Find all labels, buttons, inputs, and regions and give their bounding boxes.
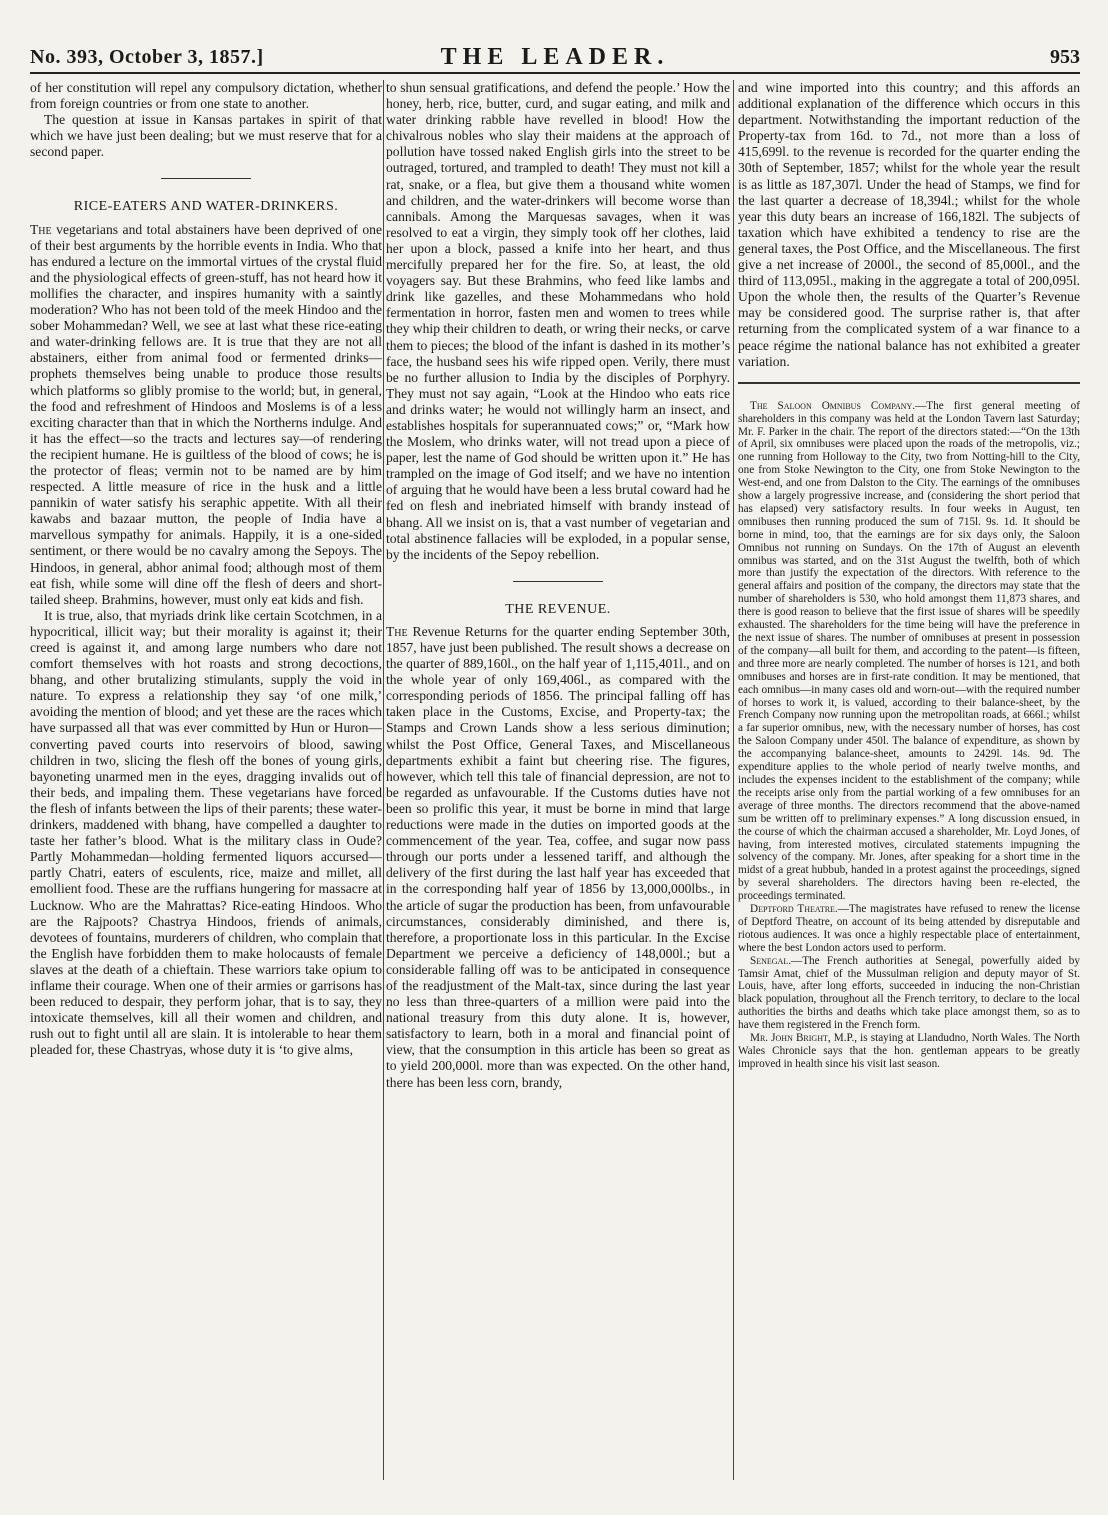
news-item-title: The Saloon Omnibus Company.	[750, 399, 916, 412]
paragraph	[386, 624, 730, 1091]
paragraph-text: vegetarians and total abstainers have been deprived of one of their best arguments by the horrible events in India. Who that has endured a lecture on the immortal virtues of the crystal fluid and the physiological effects of green-stuff, has not heard how it mollifies the character, and inspires humanity with a saintly moderation? Who has not been told of the meek Hindoo and the sober Mohammedan? Well, we see at last what these rice-eating and water-drinking fellows are. It is true that they are not all abstainers, either from animal food or fermented drinks—prophets themselves being unable to produce those results which platforms so glibly promise to the world; but, in general, the food and refreshment of Hindoos and Moslems is of a less exciting character than that in which the Northerns indulge. And it has the effect—so the tracts and lectures say—of rendering the recipient humane. He is guiltless of the blood of cows; he is the protector of fleas; vermin not to be named are by him respected. A little measure of rice in the husk and a little pannikin of water satisfy his seraphic appetite. With all their kawabs and bazaar mutton, the people of India have a marvellous sympathy for animals. Happily, it is a one-sided sentiment, or there would be no cavalry among the Sepoys. The Hindoos, in general, abhor animal food; although most of them eat fish, while some will dine off the flesh of deers and short-tailed sheep. Brahmins, however, must only eat kids and fish.	[30, 221, 382, 607]
news-item	[738, 955, 1080, 1032]
news-item-text: is staying at Llandudno, North Wales. The North Wales Chronicle says that the hon. gentleman appears to be greatly improved in health since his visit last season.	[738, 1032, 1080, 1070]
lead-in: The	[386, 623, 408, 639]
paragraph: of her constitution will repel any compulsory dictation, whether from foreign countries or from one state to another.	[30, 80, 382, 112]
news-item-title: Mr. John Bright, M.P.,	[750, 1032, 858, 1045]
column-1	[30, 80, 382, 1480]
lead-in: The	[30, 221, 52, 237]
paragraph: The question at issue in Kansas partakes in spirit of that which we have just been dealing; but we must reserve that for a second paper.	[30, 112, 382, 160]
news-item	[738, 400, 1080, 903]
news-item-text: —The French authorities at Senegal, powerfully aided by Tamsir Amat, chief of the Mussulman religion and deputy mayor of St. Louis, have, after long efforts, succeeded in inducing the non-Christian black population, throughout all the French territory, to declare to the local authorities the births and deaths which take place amongst them, so as to have them registered in the French form.	[738, 954, 1080, 1032]
news-item	[738, 903, 1080, 955]
article-heading: THE REVENUE.	[505, 601, 611, 617]
column-rule	[383, 80, 384, 1480]
newspaper-title: THE LEADER.	[440, 44, 670, 70]
news-item-title: Senegal.	[750, 954, 792, 967]
issue-date: No. 393, October 3, 1857.]	[30, 46, 264, 68]
column-3	[738, 80, 1080, 1480]
section-divider	[161, 178, 251, 179]
page-number: 953	[1050, 46, 1080, 68]
news-item	[738, 1032, 1080, 1071]
paragraph-text: Revenue Returns for the quarter ending September 30th, 1857, have just been published. The result shows a decrease on the quarter of 889,160l., on the half year of 1,115,401l., and on the whole year of only 169,406l., as compared with the corresponding periods of 1856. The principal falling off has taken place in the Customs, Excise, and Property-tax; the Stamps and Crown Lands show a less serious diminution; whilst the Post Office, General Taxes, and Miscellaneous departments exhibit a faint but cheering rise. The figures, however, which tell this tale of financial depression, are not to be regarded as unfavourable. If the Customs duties have not been so prolific this year, it must be borne in mind that large reductions were made in the duties on imported goods at the commencement of the year. Tea, coffee, and sugar now pass through our ports under a lessened tariff, and although the delivery of the first during the last half year has exceeded that in the corresponding half year of 1856 by 13,000,000lbs., in the article of sugar the production has been, from unfavourable circumstances, considerably diminished, and there is, therefore, a proportionate loss in this particular. In the Excise Department we perceive a deficiency of 148,000l.; but a considerable falling off was to be anticipated in consequence of the readjustment of the Malt-tax, since during the last year no less than three-quarters of a million were paid into the national treasury from this duty alone. It is, however, satisfactory to learn, both in a moral and financial point of view, that the consumption in this article has been so great as to yield 200,000l. more than was expected. On the other hand, there has been less corn, brandy,	[386, 623, 730, 1090]
news-item-text: —The magistrates have refused to renew the license of Deptford Theatre, on account of its being attended by disreputable and riotous audiences. It was once a highly respectable place of entertainment, where the best London actors used to perform.	[738, 903, 1080, 954]
paragraph	[30, 222, 382, 608]
paragraph: It is true, also, that myriads drink like certain Scotchmen, in a hypocritical, illicit way; but their morality is against it; their creed is against it, and among large numbers who dare not comfort themselves with hot roasts and strong decoctions, bhang, and other brutalizing stimulants, supply the void in nature. To express a relationship they say ‘of one milk,’ avoiding the mention of blood; and yet these are the races which have surpassed all that was ever committed by Hun or Huron—converting paved courts into reservoirs of blood, sawing children in two, slicing the flesh off the bones of young girls, bayoneting unarmed men in the eyes, dragging invalids out of their beds, and impaling them. These vegetarians have forced the flesh of infants between the lips of their parents; these water-drinkers, maddened with bhang, have compelled a daughter to taste her father’s blood. What is the military class in Oude? Partly Mohammedan—holding fermented liquors accursed—partly Chatri, eaters of esculents, rice, maize and millet, all emollient food. These are the ruffians hungering for massacre at Lucknow. Who are the Mahrattas? Rice-eating Hindoos. Who are the Rajpoots? Chastrya Hindoos, friends of animals, devotees of fountains, murderers of children, who complain that the English have forbidden them to make holocausts of female slaves at the death of a chieftain. These warriors take opium to inflame their courage. When one of their armies or garrisons has been reduced to despair, they perform johar, that is to say, they intoxicate themselves, kill all their women and children, and rush out to fight until all are slain. It is intolerable to hear them pleaded for, these Chastryas, whose duty it is ‘to give alms,	[30, 607, 382, 1058]
section-divider	[513, 581, 603, 582]
news-item-text: —The first general meeting of shareholders in this company was held at the London Tavern last Saturday; Mr. F. Parker in the chair. The report of the directors stated:—“On the 13th of April, six omnibuses were placed upon the roads of the metropolis, viz.; one running from Holloway to the City, two from Notting-hill to the City, one from Stoke Newington to the City, one from Stoke Newington to the West-end, and one from Dalston to the City. The earnings of the omnibuses show a largely progressive increase, and (considering the short period that has elapsed) very satisfactory results. In four weeks in August, ten omnibuses then running produced the sum of 715l. 9s. 1d. It should be borne in mind, too, that the earnings are for six days only, the Saloon Omnibus not running on Sundays. On the 17th of August an eleventh omnibus was started, and on the 31st August the twelfth, both of which more than justify the expectation of the directors. With reference to the general affairs and position of the company, the directors may state that the number of shareholders is 530, who hold amongst them 11,873 shares, and there is good reason to believe that the first issue of shares will be speedily exhausted. The shareholders for the time being will have the preference in the next issue of shares. The number of omnibuses at present in possession of the company—all built for them, and according to the patent—is fifteen, and three more are nearly completed. The number of horses is 121, and both omnibuses and horses are in first-rate condition. It may be mentioned, that each omnibus—in many cases old and worn-out—with the required number of horses to work it, is valued, according to their balance-sheet, by the French Company now running upon the metropolitan roads, at 666l.; whilst a far superior omnibus, new, with the necessary number of horses, has cost the Saloon Company under 450l. The balance of expenditure, as shown by the accompanying balance-sheet, amounts to 2429l. 14s. 9d. The expenditure applies to the whole period of nearly twelve months, and includes the expenses incident to the establishment of the company; while the receipts arise only from the partial working of a few omnibuses for an average of three months. The directors recommend that the above-named sum be written off to preliminary expenses.” A long discussion ensued, in the course of which the chairman accused a shareholder, Mr. Loyd Jones, of having, from interested motives, circulated statements impugning the solvency of the company. Mr. Jones, after speaking for a short time in the midst of a great hubbub, handed in a protest against the proceedings, signed by several shareholders. The directors having been re-elected, the proceedings terminated.	[738, 399, 1080, 903]
column-rule	[733, 80, 734, 1480]
paragraph: to shun sensual gratifications, and defend the people.’ How the honey, herb, rice, butter, curd, and sugar eating, and milk and water drinking rabble have revelled in blood! How the chivalrous nobles who slay their maidens at the approach of pollution have tossed naked English girls into the street to be outraged, tortured, and trampled to death! They must not kill a rat, snake, or a flea, but give them a thousand white women and children, and the water-drinkers will become worse than cannibals. Among the Marquesas savages, when it was resolved to eat a virgin, they simply took off her clothes, laid her upon a block, passed a knife into her heart, and thus mercifully prepared her for the fire. So, at least, the old voyagers say. But these Brahmins, who feed like lambs and drink like gazelles, and these Mohammedans who hold fermentation in horror, fasten men and women to trees while they whip their children to death, or wring their necks, or carve them to pieces; the blood of the infant is dashed in its mother’s face, the husband sees his wife ripped open. Verily, there must be no further allusion to India by the disciples of Porphyry. They must not say again, “Look at the Hindoo who eats rice and drinks water; he would not willingly harm an insect, and establishes hospitals for superannuated cows;” or, “Mark how the Moslem, who drinks water, will not tread upon a piece of paper, lest the name of God should be written upon it.” He has trampled on the image of God itself; and we have no intention of arguing that he would have been a less brutal coward had he fed on flesh and inebriated himself with brandy instead of bhang. All we insist on is, that a vast number of vegetarian and total abstinence fallacies will be exploded, in a popular sense, by the incidents of the Sepoy rebellion.	[386, 80, 730, 562]
paragraph: and wine imported into this country; and this affords an additional explanation of the difference which occurs in this department. Notwithstanding the important reduction of the Property-tax from 16d. to 7d., not more than a loss of 415,699l. to the revenue is recorded for the quarter ending the 30th of September, 1857; whilst for the whole year the result is as little as 187,307l. Under the head of Stamps, we find for the last quarter a decrease of 18,394l.; whilst for the whole year this duty bears an increase of 166,182l. The subjects of taxation which have exhibited a tendency to rise are the general taxes, the Post Office, and the Miscellaneous. The first give a net increase of 2000l., the second of 85,000l., and the third of 113,095l., making in the aggregate a total of 200,095l. Upon the whole then, the results of the Quarter’s Revenue may be considered good. The surprise rather is, that after returning from the complicated system of a war finance to a peace régime the national balance has not exhibited a greater variation.	[738, 80, 1080, 369]
news-items	[738, 400, 1080, 1071]
masthead	[30, 38, 1080, 74]
news-item-title: Deptford Theatre.	[750, 903, 838, 916]
article-heading: RICE-EATERS AND WATER-DRINKERS.	[73, 199, 339, 215]
section-divider	[738, 382, 1080, 384]
column-2	[386, 80, 730, 1480]
